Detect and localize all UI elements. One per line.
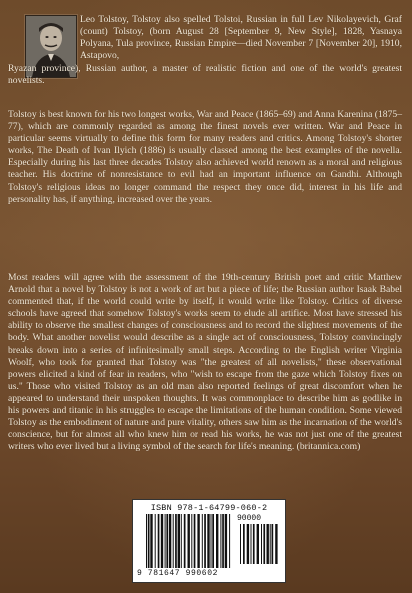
barcode-bar (263, 524, 265, 564)
barcode-bar (212, 514, 214, 568)
addon-bars (239, 524, 279, 566)
barcode-bar (197, 514, 199, 568)
barcode-bar (165, 514, 166, 568)
barcode-bar (240, 524, 241, 564)
barcode-bar (204, 514, 206, 568)
barcode-bar (148, 514, 150, 568)
barcode-bar (166, 514, 168, 568)
barcode-bar (243, 524, 245, 564)
barcode-bar (146, 514, 147, 568)
barcode-bar (257, 524, 259, 564)
barcode-bar (229, 514, 230, 568)
barcode-bar (191, 514, 192, 568)
barcode-bar (275, 524, 277, 564)
barcode-bar (169, 514, 171, 568)
barcode-bar (247, 524, 249, 564)
paragraph-works: Tolstoy is best known for his two longest works, War and Peace (1865–69) and Anna Karenina (1875–77), which are commonly regarded as among the finest novels ever written. War and Peace in particular seems virtually to define this form for many readers and critics. Among Tolstoy's shorter works, The Death of Ivan Ilyich (1886) is usually classed among the best examples of the novella. Especially during his last three decades Tolstoy also achieved world renown as a moral and religious teacher. His doctrine of nonresistance to evil had an important influence on Gandhi. Although Tolstoy's religious ideas no longer command the respect they once did, interest in his life and personality has, if anything, increased over the years. (8, 109, 402, 205)
barcode-bar (175, 514, 177, 568)
barcode-bar (161, 514, 163, 568)
barcode-bar (150, 514, 152, 568)
barcode-bar (181, 514, 182, 568)
barcode-bar (251, 524, 252, 564)
barcode-bar (216, 514, 218, 568)
barcode-bar (188, 514, 190, 568)
barcode-bar (207, 514, 209, 568)
barcode-bar (202, 514, 203, 568)
isbn-label: ISBN 978-1-64799-060-2 (150, 503, 268, 513)
barcode-bar (178, 514, 180, 568)
barcode-bar (272, 524, 274, 564)
barcode-bar (211, 514, 212, 568)
barcode-digits: 9 781647 990602 (137, 569, 219, 578)
intro-paragraph-top: Leo Tolstoy, Tolstoy also spelled Tolstoi, Russian in full Lev Nikolayevich, Graf (count) Tolstoy, (born August 28 [September 9, New Style], 1828, Yasnaya Polyana, Tula province, Russian Empire—died November 7 [November 20], 1910, Astapovo, (80, 14, 402, 62)
barcode-bar (220, 514, 221, 568)
ean13-bars (145, 514, 233, 570)
barcode-bar (267, 524, 269, 564)
barcode-bar (225, 514, 227, 568)
barcode-bar (261, 524, 262, 564)
isbn-barcode (132, 499, 286, 583)
barcode-bar (194, 514, 196, 568)
barcode-bar (184, 514, 186, 568)
barcode-bar (155, 514, 156, 568)
barcode-bar (222, 514, 224, 568)
barcode-bar (253, 524, 255, 564)
intro-paragraph-continuation: Ryazan province), Russian author, a master of realistic fiction and one of the world's greatest novelists. (8, 63, 402, 87)
barcode-bar (158, 514, 160, 568)
isbn-addon-number: 90000 (237, 514, 262, 523)
barcode-bar (173, 514, 174, 568)
barcode-bar (270, 524, 271, 564)
paragraph-assessment: Most readers will agree with the assessment of the 19th-century British poet and critic Matthew Arnold that a novel by Tolstoy is not a work of art but a piece of life; the Russian author Isaak Babel commented that, if the world could write by itself, it would write like Tolstoy. Critics of diverse schools have agreed that somehow Tolstoy's works seem to elude all artifice. Most have stressed his ability to observe the smallest changes of consciousness and to record the slightest movements of the body. What another novelist would describe as a single act of consciousness, Tolstoy convincingly breaks down into a series of infinitesimally small steps. According to the English writer Virginia Woolf, who took for granted that Tolstoy was "the greatest of all novelists," these observational powers elicited a kind of fear in readers, who "wish to escape from the gaze which Tolstoy fixes on us." Those who visited Tolstoy as an old man also reported feelings of great discomfort when he appeared to understand their unspoken thoughts. It was commonplace to describe him as godlike in his powers and titanic in his struggles to escape the limitations of the human condition. Some viewed Tolstoy as the embodiment of nature and pure vitality, others saw him as the incarnation of the world's conscience, but for almost all who knew him or read his works, he was not just one of the greatest writers who ever lived but a living symbol of the search for life's meaning. (britannica.com) (8, 272, 402, 453)
